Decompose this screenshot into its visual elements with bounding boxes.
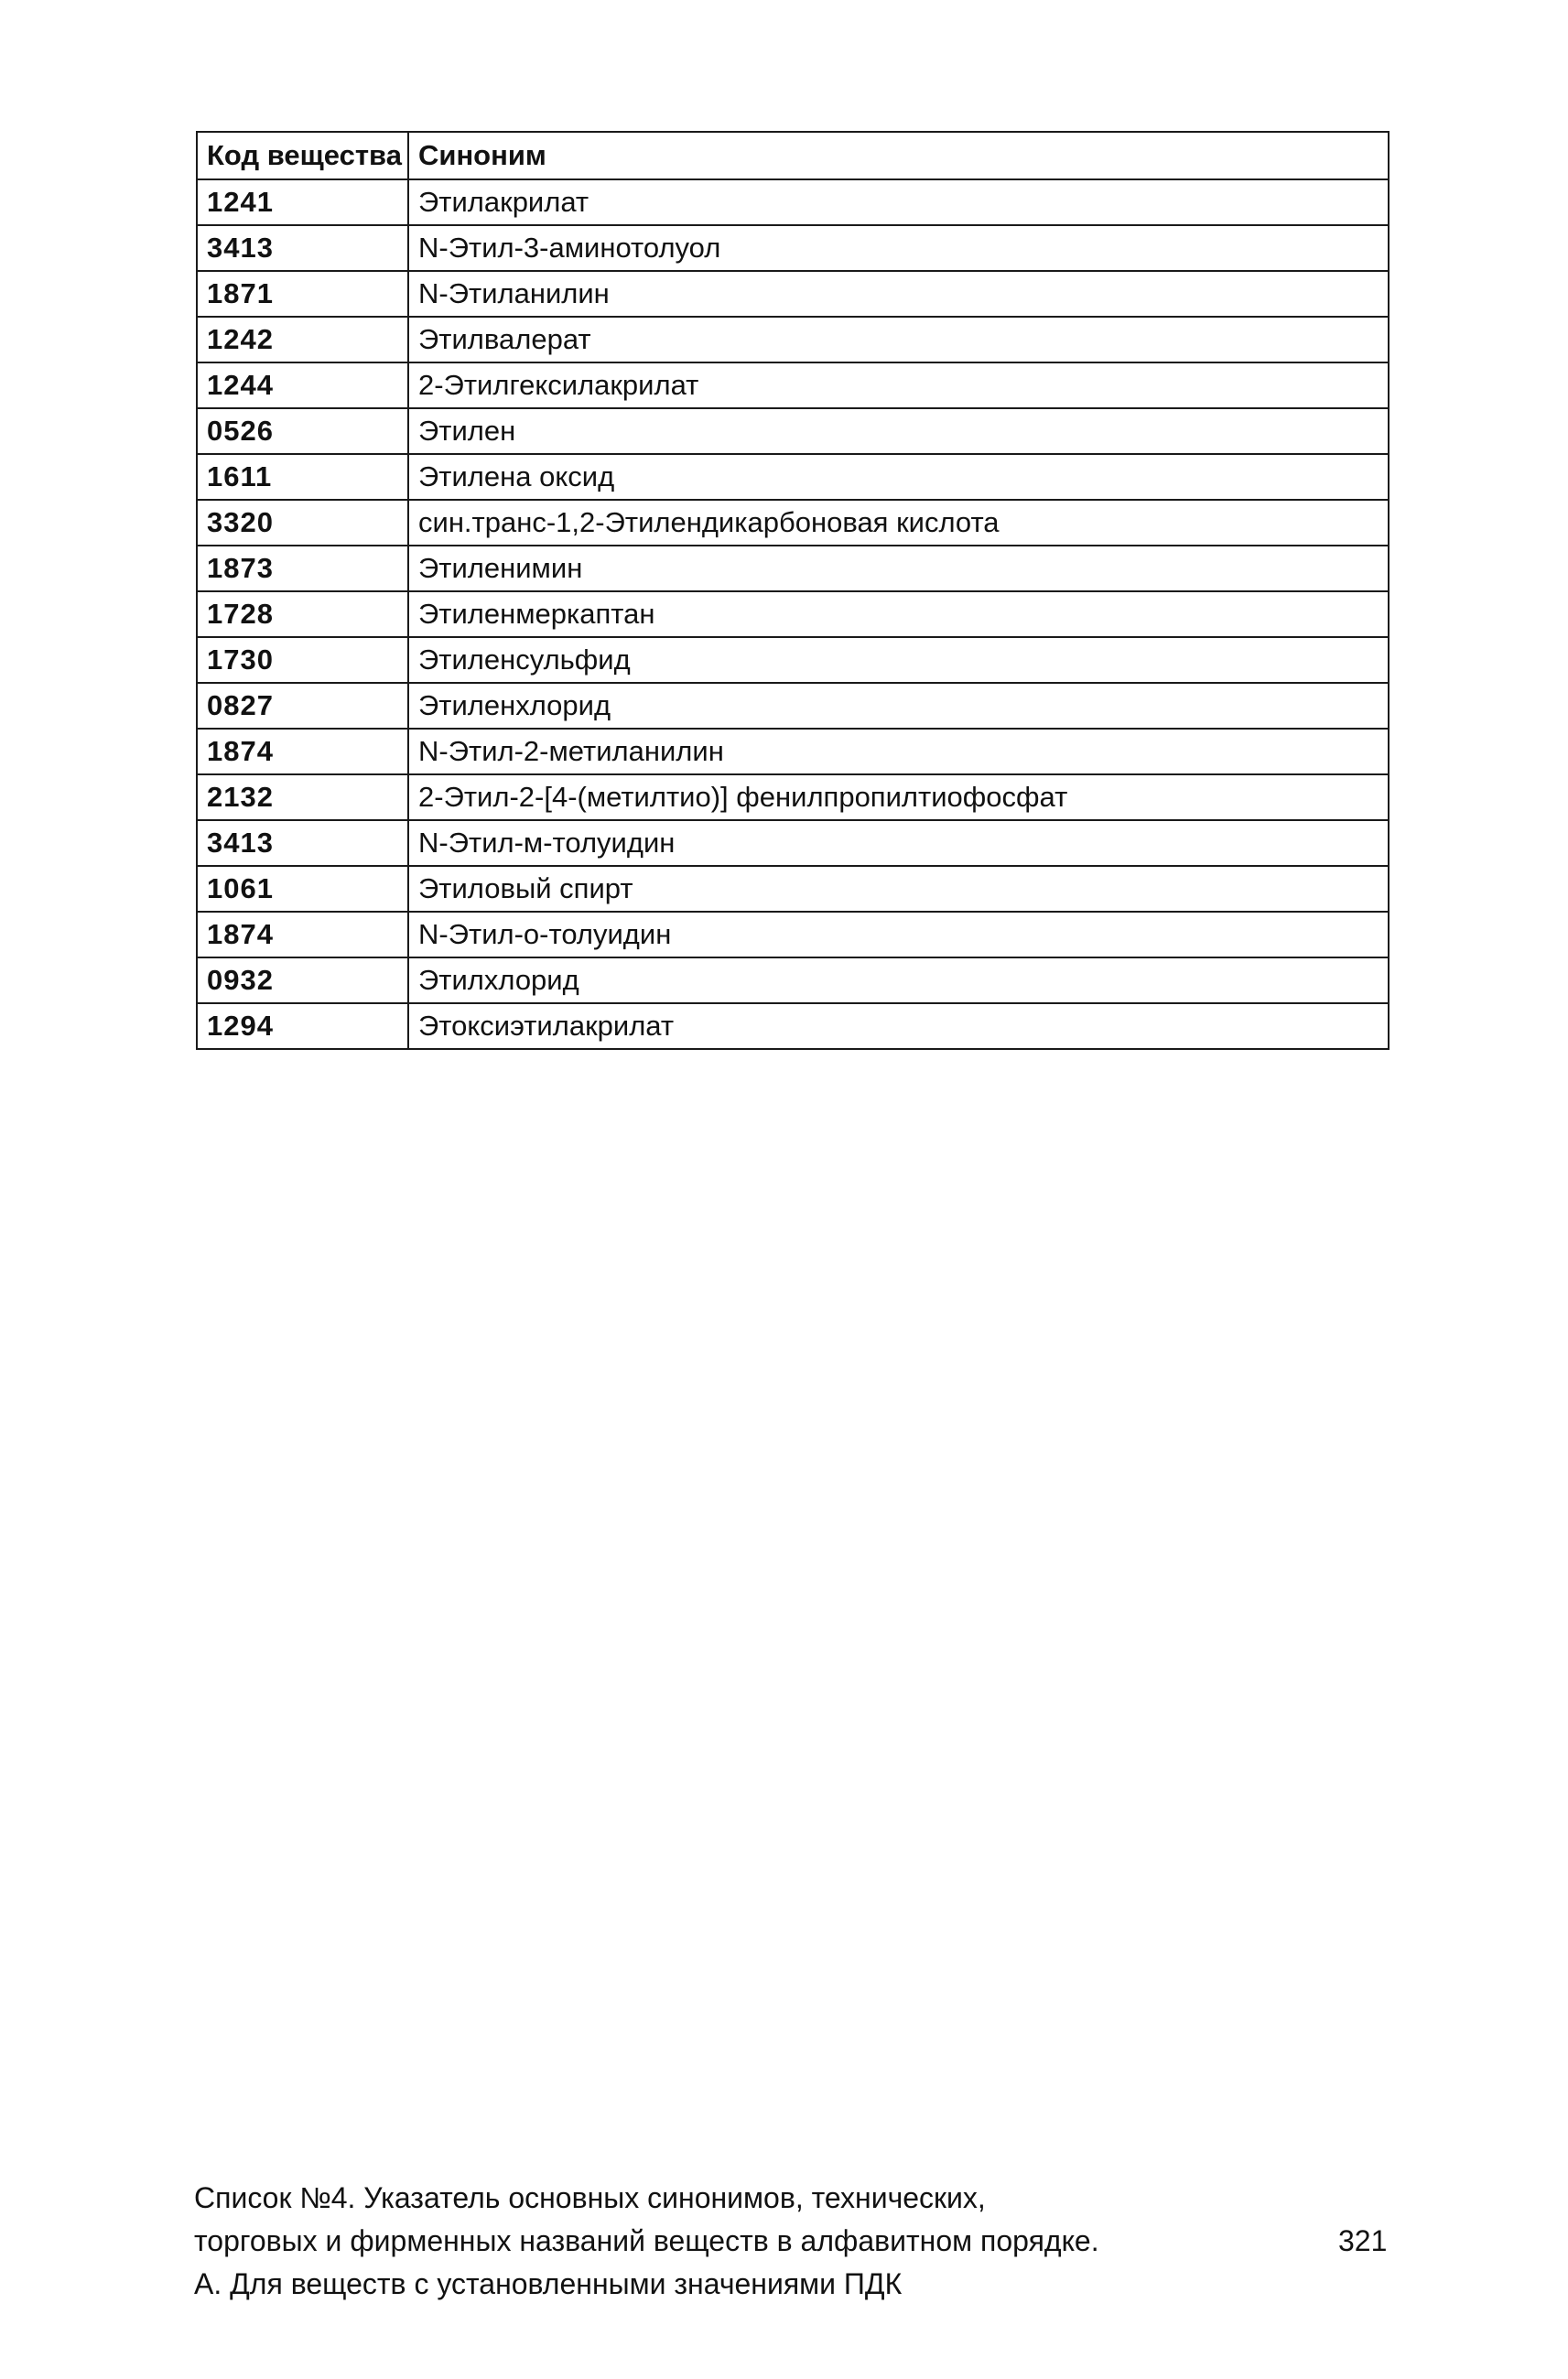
synonym-cell: син.транс-1,2-Этилендикарбоновая кислота: [408, 500, 1389, 546]
footer-line-3: А. Для веществ с установленными значениями ПДК: [194, 2267, 903, 2300]
substance-code-cell: 0932: [197, 957, 408, 1003]
table-row: [197, 408, 1389, 454]
table-row: [197, 271, 1389, 317]
table-row: [197, 957, 1389, 1003]
substance-code-cell: 1873: [197, 546, 408, 591]
substance-code-cell: 1611: [197, 454, 408, 500]
substance-code-cell: 1241: [197, 179, 408, 225]
substance-code-cell: 3413: [197, 225, 408, 271]
synonym-cell: N-Этиланилин: [408, 271, 1389, 317]
substance-code-cell: 3320: [197, 500, 408, 546]
substance-code-cell: 0526: [197, 408, 408, 454]
synonym-cell: N-Этил-2-метиланилин: [408, 729, 1389, 774]
table-row: [197, 637, 1389, 683]
table-row: [197, 317, 1389, 362]
substance-code-cell: 1730: [197, 637, 408, 683]
table-row: [197, 1003, 1389, 1049]
substance-code-cell: 2132: [197, 774, 408, 820]
substance-code-cell: 1728: [197, 591, 408, 637]
table-row: [197, 912, 1389, 957]
table-row: [197, 774, 1389, 820]
table-header-row: [197, 132, 1389, 179]
synonym-cell: Этилена оксид: [408, 454, 1389, 500]
substance-code-cell: 0827: [197, 683, 408, 729]
synonym-cell: Этоксиэтилакрилат: [408, 1003, 1389, 1049]
substance-code-cell: 1242: [197, 317, 408, 362]
table-row: [197, 362, 1389, 408]
table-row: [197, 591, 1389, 637]
synonym-cell: Этиленхлорид: [408, 683, 1389, 729]
synonym-cell: Этилен: [408, 408, 1389, 454]
substance-code-cell: 3413: [197, 820, 408, 866]
table-row: [197, 500, 1389, 546]
synonym-cell: Этиловый спирт: [408, 866, 1389, 912]
synonym-cell: N-Этил-3-аминотолуол: [408, 225, 1389, 271]
synonym-cell: N-Этил-м-толуидин: [408, 820, 1389, 866]
substance-code-cell: 1061: [197, 866, 408, 912]
table-row: [197, 820, 1389, 866]
table-row: [197, 729, 1389, 774]
synonym-cell: Этилакрилат: [408, 179, 1389, 225]
synonym-cell: Этиленмеркаптан: [408, 591, 1389, 637]
substance-code-cell: 1874: [197, 729, 408, 774]
synonym-cell: N-Этил-о-толуидин: [408, 912, 1389, 957]
column-header-code: Код вещества: [197, 132, 408, 179]
table-row: [197, 546, 1389, 591]
page-number: 321: [1338, 2224, 1388, 2257]
table-row: [197, 454, 1389, 500]
synonym-cell: Этилвалерат: [408, 317, 1389, 362]
substance-code-cell: 1294: [197, 1003, 408, 1049]
synonym-cell: Этиленсульфид: [408, 637, 1389, 683]
synonyms-table: [196, 131, 1390, 1050]
substance-code-cell: 1871: [197, 271, 408, 317]
synonym-cell: Этиленимин: [408, 546, 1389, 591]
table-row: [197, 225, 1389, 271]
page-footer: [194, 2177, 1393, 2306]
column-header-synonym: Синоним: [408, 132, 1389, 179]
substance-code-cell: 1874: [197, 912, 408, 957]
table-body: [197, 179, 1389, 1049]
footer-line-2: торговых и фирменных названий веществ в алфавитном порядке.: [194, 2224, 1099, 2257]
table-row: [197, 866, 1389, 912]
synonym-cell: Этилхлорид: [408, 957, 1389, 1003]
footer-line-1: Список №4. Указатель основных синонимов, технических,: [194, 2181, 986, 2214]
synonym-cell: 2-Этилгексилакрилат: [408, 362, 1389, 408]
substance-code-cell: 1244: [197, 362, 408, 408]
table-row: [197, 683, 1389, 729]
synonym-cell: 2-Этил-2-[4-(метилтио)] фенилпропилтиофосфат: [408, 774, 1389, 820]
table-row: [197, 179, 1389, 225]
